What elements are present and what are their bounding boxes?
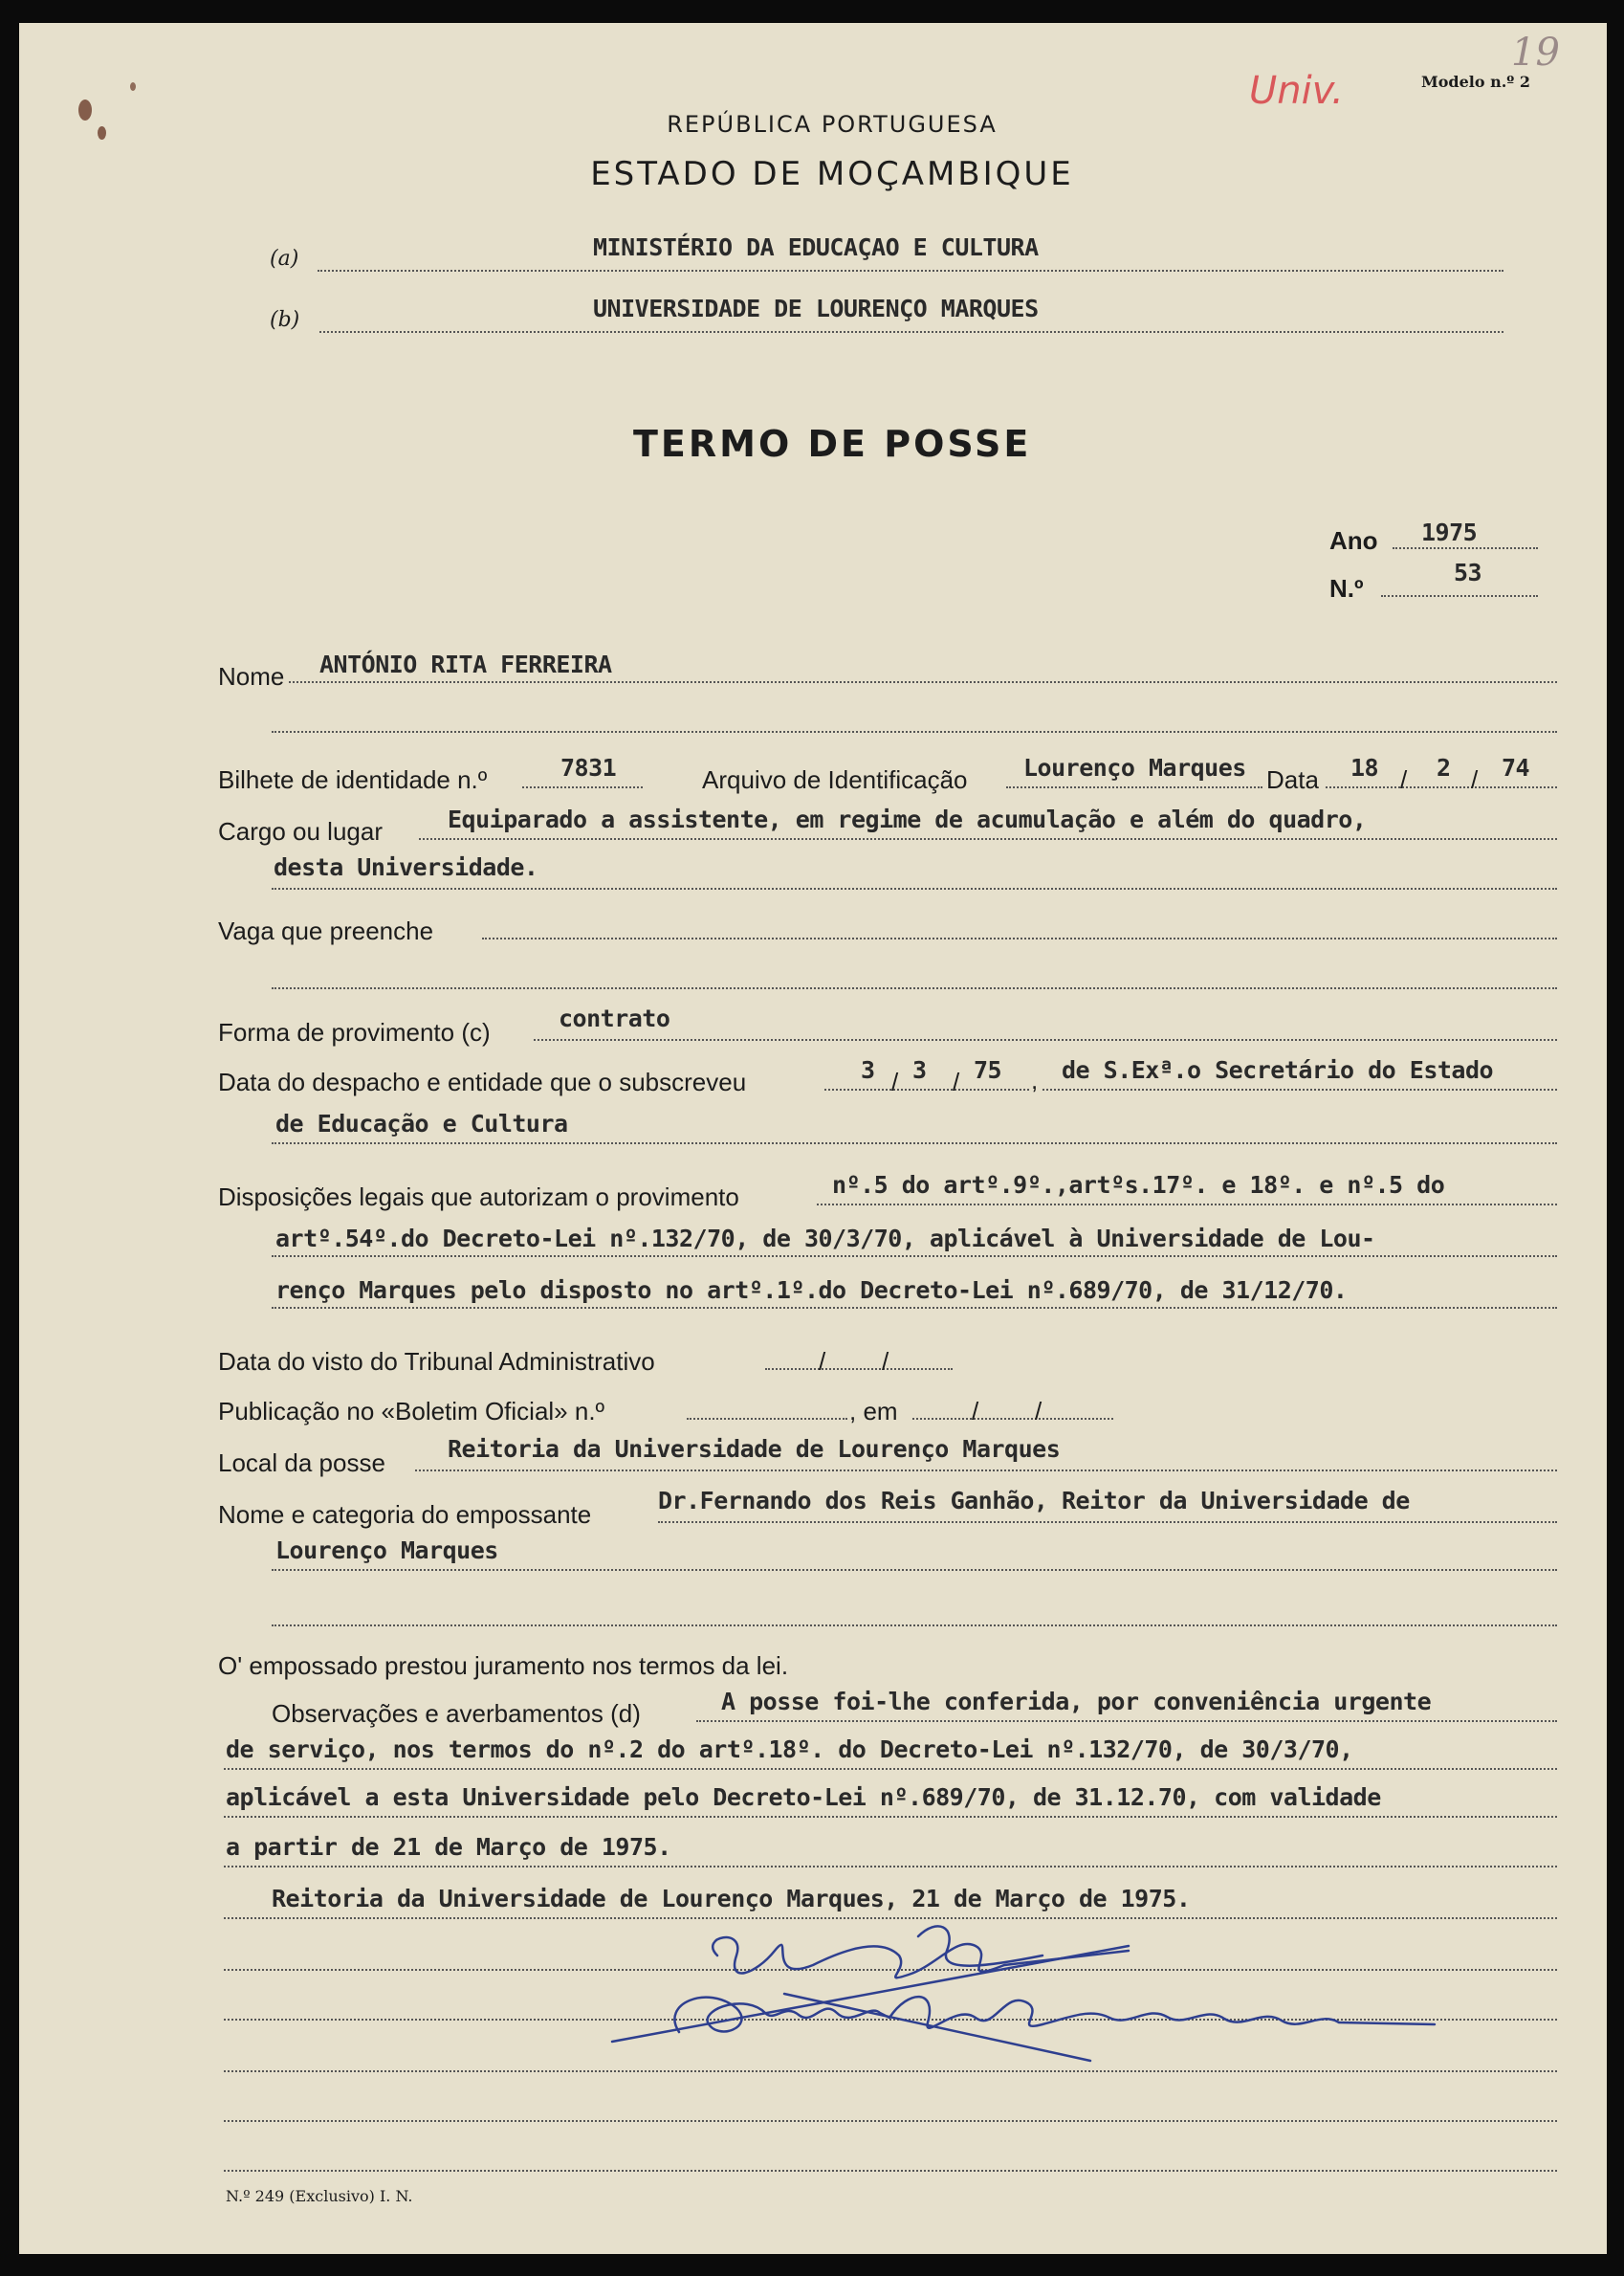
observacoes-line-3: aplicável a esta Universidade pelo Decreto-Lei nº.689/70, de 31.12.70, com validade (226, 1783, 1381, 1811)
data-sep-1: / (1400, 765, 1408, 794)
data-month: 2 (1437, 754, 1451, 782)
publicacao-line (687, 1418, 847, 1420)
empossante-line-2: Lourenço Marques (275, 1536, 498, 1564)
printer-footer: N.º 249 (Exclusivo) I. N. (226, 2187, 413, 2205)
despacho-label: Data do despacho e entidade que o subscreveu (218, 1068, 747, 1096)
document-sheet (19, 23, 1607, 2254)
observacoes-line-4-rule (224, 1866, 1557, 1867)
forma-line (534, 1039, 1557, 1041)
data-sep-2: / (1471, 765, 1479, 794)
cargo-line-2-rule (272, 888, 1557, 890)
cargo-line-2: desta Universidade. (274, 853, 538, 881)
publicacao-label: Publicação no «Boletim Oficial» n.º (218, 1397, 605, 1425)
ano-label: Ano (1329, 526, 1378, 555)
bi-line (522, 786, 643, 788)
observacoes-line-2-rule (224, 1768, 1557, 1770)
data-label: Data (1266, 765, 1319, 794)
model-number: Modelo n.º 2 (1421, 73, 1530, 91)
empossante-line-3-rule (272, 1624, 1557, 1626)
line-b (319, 331, 1503, 333)
blank-rule (224, 2170, 1557, 2172)
arquivo-label: Arquivo de Identificação (702, 765, 968, 794)
data-year: 74 (1502, 754, 1530, 782)
despacho-date-line (824, 1089, 1029, 1091)
blank-rule (224, 2120, 1557, 2122)
forma-value: contrato (559, 1005, 670, 1032)
empossante-label: Nome e categoria do empossante (218, 1500, 592, 1529)
nome-label: Nome (218, 662, 285, 691)
disposicoes-line-2: artº.54º.do Decreto-Lei nº.132/70, de 30/3/70, aplicável à Universidade de Lou- (275, 1225, 1375, 1252)
signatures (593, 1898, 1454, 2070)
despacho-line-2: de Educação e Cultura (275, 1110, 568, 1138)
observacoes-line-2: de serviço, nos termos do nº.2 do artº.18º. do Decreto-Lei nº.132/70, de 30/3/70, (226, 1735, 1353, 1763)
nome-line-2 (272, 731, 1557, 733)
visto-line (765, 1368, 953, 1370)
cargo-line-1: Equiparado a assistente, em regime de acumulação e além do quadro, (448, 806, 1367, 833)
handwritten-note: Univ. (1249, 69, 1344, 113)
ano-line (1393, 547, 1538, 549)
observacoes-line-4: a partir de 21 de Março de 1975. (226, 1833, 671, 1861)
local-label: Local da posse (218, 1448, 385, 1477)
visto-sep-2: / (882, 1347, 889, 1376)
republic-heading: REPÚBLICA PORTUGUESA (667, 111, 998, 138)
state-heading: ESTADO DE MOÇAMBIQUE (590, 155, 1074, 193)
despacho-sep-2: / (953, 1068, 960, 1096)
nome-line (289, 681, 1557, 683)
visto-label: Data do visto do Tribunal Administrativo (218, 1347, 655, 1376)
despacho-line-2-rule (272, 1142, 1557, 1144)
observacoes-line-3-rule (224, 1816, 1557, 1818)
disposicoes-line-1: nº.5 do artº.9º.,artºs.17º. e 18º. e nº.5 do (832, 1171, 1445, 1199)
cargo-label: Cargo ou lugar (218, 817, 383, 846)
disposicoes-line-3: renço Marques pelo disposto no artº.1º.do Decreto-Lei nº.689/70, de 31/12/70. (275, 1276, 1348, 1304)
closing-line: Reitoria da Universidade de Lourenço Marques, 21 de Março de 1975. (272, 1885, 1191, 1912)
empossante-line (658, 1521, 1557, 1523)
nome-value: ANTÓNIO RITA FERREIRA (319, 651, 612, 678)
despacho-year: 75 (974, 1056, 1002, 1084)
empossante-line-2-rule (272, 1569, 1557, 1571)
publicacao-date-line (912, 1418, 1113, 1420)
local-value: Reitoria da Universidade de Lourenço Marques (448, 1435, 1061, 1463)
label-a: (a) (270, 247, 299, 271)
blank-rule (224, 2070, 1557, 2072)
despacho-month: 3 (912, 1056, 927, 1084)
observacoes-label: Observações e averbamentos (d) (272, 1699, 641, 1728)
num-line (1381, 595, 1538, 597)
data-day: 18 (1350, 754, 1379, 782)
ink-stain (130, 82, 136, 91)
signature-empossado (674, 1997, 1435, 2032)
ministry-value: MINISTÉRIO DA EDUCAÇAO E CULTURA (593, 233, 1039, 261)
cargo-line (419, 838, 1557, 840)
university-value: UNIVERSIDADE DE LOURENÇO MARQUES (593, 295, 1039, 322)
vaga-line (482, 938, 1557, 939)
despacho-line (1042, 1089, 1557, 1091)
ano-value: 1975 (1421, 519, 1478, 546)
arquivo-value: Lourenço Marques (1023, 754, 1246, 782)
line-a (318, 270, 1503, 272)
bi-value: 7831 (560, 754, 617, 782)
despacho-day: 3 (861, 1056, 875, 1084)
forma-label: Forma de provimento (c) (218, 1018, 491, 1047)
despacho-line-1: de S.Exª.o Secretário do Estado (1062, 1056, 1494, 1084)
handwritten-page-number: 19 (1511, 31, 1560, 75)
vaga-label: Vaga que preenche (218, 917, 434, 945)
publicacao-em: , em (849, 1397, 898, 1425)
arquivo-line (1006, 786, 1262, 788)
disposicoes-line (817, 1204, 1557, 1205)
despacho-comma: , (1031, 1066, 1039, 1094)
disposicoes-line-3-rule (272, 1307, 1557, 1309)
num-value: 53 (1454, 559, 1482, 586)
juramento-text: O' empossado prestou juramento nos termos da lei. (218, 1651, 789, 1680)
publicacao-sep-2: / (1035, 1397, 1042, 1425)
disposicoes-label: Disposições legais que autorizam o provimento (218, 1182, 739, 1211)
visto-sep-1: / (819, 1347, 826, 1376)
num-label: N.º (1329, 574, 1364, 603)
observacoes-line (696, 1720, 1557, 1722)
observacoes-line-1: A posse foi-lhe conferida, por conveniência urgente (721, 1688, 1432, 1715)
vaga-line-2 (272, 987, 1557, 989)
bi-label: Bilhete de identidade n.º (218, 765, 488, 794)
publicacao-sep-1: / (972, 1397, 979, 1425)
despacho-sep-1: / (891, 1068, 899, 1096)
disposicoes-line-2-rule (272, 1255, 1557, 1257)
document-title: TERMO DE POSSE (633, 423, 1032, 465)
empossante-line-1: Dr.Fernando dos Reis Ganhão, Reitor da Universidade de (658, 1487, 1410, 1514)
label-b: (b) (270, 308, 300, 332)
local-line (415, 1469, 1557, 1471)
data-line (1326, 786, 1557, 788)
